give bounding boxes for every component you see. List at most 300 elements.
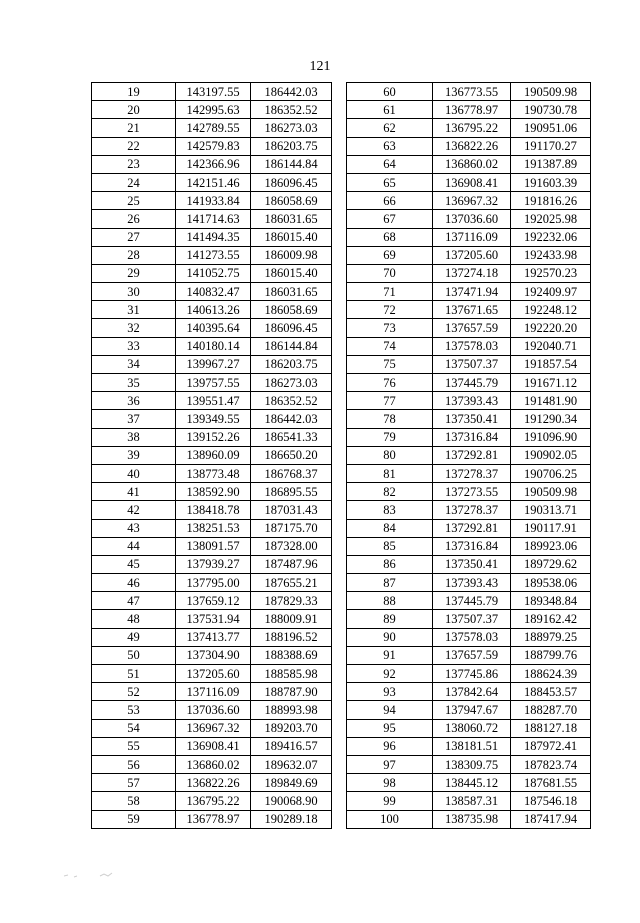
y-coordinate-cell: 189923.06	[511, 537, 591, 555]
y-coordinate-cell: 192232.06	[511, 228, 591, 246]
table-row-left	[92, 192, 332, 210]
x-coordinate-cell: 138773.48	[176, 464, 251, 482]
y-coordinate-cell: 186031.65	[251, 283, 332, 301]
table-row-right	[347, 519, 591, 537]
y-coordinate-cell: 189162.42	[511, 610, 591, 628]
table-row-right	[347, 428, 591, 446]
x-coordinate-cell: 137578.03	[433, 337, 511, 355]
x-coordinate-cell: 139349.55	[176, 410, 251, 428]
x-coordinate-cell: 137278.37	[433, 464, 511, 482]
point-number-cell: 37	[92, 410, 176, 428]
x-coordinate-cell: 142579.83	[176, 137, 251, 155]
y-coordinate-cell: 190951.06	[511, 119, 591, 137]
table-row-right	[347, 264, 591, 282]
y-coordinate-cell: 186768.37	[251, 464, 332, 482]
point-number-cell: 38	[92, 428, 176, 446]
table-row-right	[347, 319, 591, 337]
point-number-cell: 100	[347, 810, 433, 828]
y-coordinate-cell: 190730.78	[511, 101, 591, 119]
y-coordinate-cell: 188196.52	[251, 628, 332, 646]
y-coordinate-cell: 192025.98	[511, 210, 591, 228]
point-number-cell: 46	[92, 574, 176, 592]
x-coordinate-cell: 137413.77	[176, 628, 251, 646]
table-row-right	[347, 101, 591, 119]
table-row-left	[92, 719, 332, 737]
table-row-left	[92, 537, 332, 555]
y-coordinate-cell: 186442.03	[251, 83, 332, 101]
point-number-cell: 23	[92, 155, 176, 173]
table-row-right	[347, 574, 591, 592]
table-row-right	[347, 355, 591, 373]
y-coordinate-cell: 186650.20	[251, 446, 332, 464]
y-coordinate-cell: 189348.84	[511, 592, 591, 610]
point-number-cell: 43	[92, 519, 176, 537]
table-row-right	[347, 537, 591, 555]
y-coordinate-cell: 188799.76	[511, 646, 591, 664]
table-row-right	[347, 173, 591, 191]
table-row-right	[347, 592, 591, 610]
x-coordinate-cell: 137471.94	[433, 283, 511, 301]
table-row-left	[92, 755, 332, 773]
x-coordinate-cell: 138735.98	[433, 810, 511, 828]
x-coordinate-cell: 140395.64	[176, 319, 251, 337]
point-number-cell: 21	[92, 119, 176, 137]
y-coordinate-cell: 186058.69	[251, 192, 332, 210]
y-coordinate-cell: 190509.98	[511, 83, 591, 101]
point-number-cell: 92	[347, 665, 433, 683]
table-row-right	[347, 628, 591, 646]
point-number-cell: 26	[92, 210, 176, 228]
point-number-cell: 83	[347, 501, 433, 519]
x-coordinate-cell: 136860.02	[176, 755, 251, 773]
point-number-cell: 79	[347, 428, 433, 446]
point-number-cell: 19	[92, 83, 176, 101]
point-number-cell: 86	[347, 555, 433, 573]
y-coordinate-cell: 189632.07	[251, 755, 332, 773]
table-row-right	[347, 301, 591, 319]
point-number-cell: 36	[92, 392, 176, 410]
x-coordinate-cell: 140180.14	[176, 337, 251, 355]
point-number-cell: 65	[347, 173, 433, 191]
faint-scan-mark	[62, 868, 132, 880]
x-coordinate-cell: 142366.96	[176, 155, 251, 173]
table-row-left	[92, 410, 332, 428]
point-number-cell: 42	[92, 501, 176, 519]
x-coordinate-cell: 137350.41	[433, 410, 511, 428]
y-coordinate-cell: 190509.98	[511, 483, 591, 501]
table-row-right	[347, 501, 591, 519]
x-coordinate-cell: 138418.78	[176, 501, 251, 519]
y-coordinate-cell: 190289.18	[251, 810, 332, 828]
x-coordinate-cell: 140613.26	[176, 301, 251, 319]
y-coordinate-cell: 186442.03	[251, 410, 332, 428]
table-row-left	[92, 810, 332, 828]
table-row-left	[92, 555, 332, 573]
table-row-left	[92, 374, 332, 392]
table-row-left	[92, 264, 332, 282]
table-row-left	[92, 428, 332, 446]
point-number-cell: 87	[347, 574, 433, 592]
point-number-cell: 30	[92, 283, 176, 301]
point-number-cell: 28	[92, 246, 176, 264]
point-number-cell: 32	[92, 319, 176, 337]
x-coordinate-cell: 138251.53	[176, 519, 251, 537]
table-row-right	[347, 792, 591, 810]
point-number-cell: 97	[347, 755, 433, 773]
y-coordinate-cell: 188287.70	[511, 701, 591, 719]
y-coordinate-cell: 192248.12	[511, 301, 591, 319]
y-coordinate-cell: 191857.54	[511, 355, 591, 373]
table-row-left	[92, 246, 332, 264]
point-number-cell: 93	[347, 683, 433, 701]
table-row-right	[347, 646, 591, 664]
x-coordinate-cell: 137947.67	[433, 701, 511, 719]
x-coordinate-cell: 137445.79	[433, 374, 511, 392]
x-coordinate-cell: 138060.72	[433, 719, 511, 737]
x-coordinate-cell: 140832.47	[176, 283, 251, 301]
x-coordinate-cell: 137304.90	[176, 646, 251, 664]
x-coordinate-cell: 137292.81	[433, 519, 511, 537]
y-coordinate-cell: 187031.43	[251, 501, 332, 519]
x-coordinate-cell: 141714.63	[176, 210, 251, 228]
y-coordinate-cell: 191603.39	[511, 173, 591, 191]
y-coordinate-cell: 187972.41	[511, 737, 591, 755]
table-row-right	[347, 337, 591, 355]
x-coordinate-cell: 136967.32	[176, 719, 251, 737]
x-coordinate-cell: 136822.26	[176, 774, 251, 792]
table-row-left	[92, 283, 332, 301]
x-coordinate-cell: 139967.27	[176, 355, 251, 373]
x-coordinate-cell: 141273.55	[176, 246, 251, 264]
x-coordinate-cell: 138592.90	[176, 483, 251, 501]
table-row-right	[347, 192, 591, 210]
y-coordinate-cell: 186352.52	[251, 392, 332, 410]
table-row-left	[92, 628, 332, 646]
y-coordinate-cell: 191096.90	[511, 428, 591, 446]
y-coordinate-cell: 191481.90	[511, 392, 591, 410]
table-row-left	[92, 319, 332, 337]
x-coordinate-cell: 137578.03	[433, 628, 511, 646]
x-coordinate-cell: 136908.41	[176, 737, 251, 755]
table-row-right	[347, 701, 591, 719]
table-row-left	[92, 83, 332, 101]
table-row-left	[92, 301, 332, 319]
x-coordinate-cell: 142995.63	[176, 101, 251, 119]
table-row-right	[347, 228, 591, 246]
y-coordinate-cell: 187417.94	[511, 810, 591, 828]
x-coordinate-cell: 136860.02	[433, 155, 511, 173]
table-row-right	[347, 719, 591, 737]
point-number-cell: 25	[92, 192, 176, 210]
table-row-left	[92, 355, 332, 373]
point-number-cell: 45	[92, 555, 176, 573]
table-row-right	[347, 737, 591, 755]
y-coordinate-cell: 188388.69	[251, 646, 332, 664]
point-number-cell: 44	[92, 537, 176, 555]
point-number-cell: 80	[347, 446, 433, 464]
y-coordinate-cell: 189849.69	[251, 774, 332, 792]
x-coordinate-cell: 138960.09	[176, 446, 251, 464]
x-coordinate-cell: 138309.75	[433, 755, 511, 773]
x-coordinate-cell: 137350.41	[433, 555, 511, 573]
table-row-left	[92, 592, 332, 610]
y-coordinate-cell: 189416.57	[251, 737, 332, 755]
x-coordinate-cell: 137116.09	[176, 683, 251, 701]
table-row-left	[92, 173, 332, 191]
point-number-cell: 96	[347, 737, 433, 755]
point-number-cell: 33	[92, 337, 176, 355]
x-coordinate-cell: 137316.84	[433, 537, 511, 555]
point-number-cell: 84	[347, 519, 433, 537]
table-row-left	[92, 737, 332, 755]
table-row-left	[92, 683, 332, 701]
table-row-left	[92, 137, 332, 155]
table-row-right	[347, 610, 591, 628]
x-coordinate-cell: 137657.59	[433, 319, 511, 337]
point-number-cell: 52	[92, 683, 176, 701]
x-coordinate-cell: 138091.57	[176, 537, 251, 555]
table-row-right	[347, 755, 591, 773]
table-row-left	[92, 792, 332, 810]
table-row-right	[347, 392, 591, 410]
y-coordinate-cell: 188624.39	[511, 665, 591, 683]
point-number-cell: 90	[347, 628, 433, 646]
table-row-left	[92, 337, 332, 355]
y-coordinate-cell: 189729.62	[511, 555, 591, 573]
point-number-cell: 56	[92, 755, 176, 773]
x-coordinate-cell: 136795.22	[176, 792, 251, 810]
point-number-cell: 58	[92, 792, 176, 810]
point-number-cell: 70	[347, 264, 433, 282]
point-number-cell: 41	[92, 483, 176, 501]
point-number-cell: 88	[347, 592, 433, 610]
y-coordinate-cell: 186203.75	[251, 137, 332, 155]
point-number-cell: 60	[347, 83, 433, 101]
x-coordinate-cell: 136773.55	[433, 83, 511, 101]
table-row-left	[92, 155, 332, 173]
y-coordinate-cell: 186144.84	[251, 155, 332, 173]
table-row-right	[347, 464, 591, 482]
x-coordinate-cell: 136778.97	[176, 810, 251, 828]
x-coordinate-cell: 137445.79	[433, 592, 511, 610]
x-coordinate-cell: 137205.60	[433, 246, 511, 264]
table-row-left	[92, 701, 332, 719]
y-coordinate-cell: 186352.52	[251, 101, 332, 119]
table-row-right	[347, 446, 591, 464]
table-row-right	[347, 774, 591, 792]
y-coordinate-cell: 187175.70	[251, 519, 332, 537]
point-number-cell: 22	[92, 137, 176, 155]
point-number-cell: 29	[92, 264, 176, 282]
x-coordinate-cell: 136795.22	[433, 119, 511, 137]
y-coordinate-cell: 192570.23	[511, 264, 591, 282]
table-row-right	[347, 83, 591, 101]
y-coordinate-cell: 187823.74	[511, 755, 591, 773]
x-coordinate-cell: 138181.51	[433, 737, 511, 755]
y-coordinate-cell: 190706.25	[511, 464, 591, 482]
point-number-cell: 48	[92, 610, 176, 628]
point-number-cell: 73	[347, 319, 433, 337]
y-coordinate-cell: 188127.18	[511, 719, 591, 737]
x-coordinate-cell: 139757.55	[176, 374, 251, 392]
point-number-cell: 66	[347, 192, 433, 210]
table-row-right	[347, 665, 591, 683]
y-coordinate-cell: 191170.27	[511, 137, 591, 155]
point-number-cell: 47	[92, 592, 176, 610]
table-row-right	[347, 246, 591, 264]
x-coordinate-cell: 139152.26	[176, 428, 251, 446]
point-number-cell: 49	[92, 628, 176, 646]
point-number-cell: 54	[92, 719, 176, 737]
point-number-cell: 89	[347, 610, 433, 628]
table-row-left	[92, 774, 332, 792]
x-coordinate-cell: 137657.59	[433, 646, 511, 664]
y-coordinate-cell: 186203.75	[251, 355, 332, 373]
coordinate-table-left-body	[92, 83, 332, 829]
point-number-cell: 62	[347, 119, 433, 137]
y-coordinate-cell: 188585.98	[251, 665, 332, 683]
point-number-cell: 63	[347, 137, 433, 155]
x-coordinate-cell: 141933.84	[176, 192, 251, 210]
point-number-cell: 94	[347, 701, 433, 719]
y-coordinate-cell: 189538.06	[511, 574, 591, 592]
y-coordinate-cell: 186273.03	[251, 119, 332, 137]
table-row-left	[92, 464, 332, 482]
point-number-cell: 34	[92, 355, 176, 373]
coordinate-table-left	[91, 82, 332, 829]
y-coordinate-cell: 188979.25	[511, 628, 591, 646]
x-coordinate-cell: 137842.64	[433, 683, 511, 701]
table-row-left	[92, 101, 332, 119]
x-coordinate-cell: 142789.55	[176, 119, 251, 137]
point-number-cell: 85	[347, 537, 433, 555]
y-coordinate-cell: 191290.34	[511, 410, 591, 428]
y-coordinate-cell: 187655.21	[251, 574, 332, 592]
table-row-left	[92, 646, 332, 664]
point-number-cell: 74	[347, 337, 433, 355]
table-row-left	[92, 519, 332, 537]
y-coordinate-cell: 187546.18	[511, 792, 591, 810]
point-number-cell: 67	[347, 210, 433, 228]
y-coordinate-cell: 186015.40	[251, 264, 332, 282]
y-coordinate-cell: 190313.71	[511, 501, 591, 519]
x-coordinate-cell: 137036.60	[433, 210, 511, 228]
y-coordinate-cell: 191387.89	[511, 155, 591, 173]
point-number-cell: 68	[347, 228, 433, 246]
x-coordinate-cell: 138587.31	[433, 792, 511, 810]
table-row-left	[92, 119, 332, 137]
y-coordinate-cell: 186895.55	[251, 483, 332, 501]
y-coordinate-cell: 188453.57	[511, 683, 591, 701]
point-number-cell: 39	[92, 446, 176, 464]
table-row-left	[92, 392, 332, 410]
table-row-right	[347, 683, 591, 701]
x-coordinate-cell: 137671.65	[433, 301, 511, 319]
table-row-left	[92, 610, 332, 628]
x-coordinate-cell: 137507.37	[433, 355, 511, 373]
x-coordinate-cell: 137393.43	[433, 392, 511, 410]
table-row-right	[347, 810, 591, 828]
point-number-cell: 40	[92, 464, 176, 482]
y-coordinate-cell: 192220.20	[511, 319, 591, 337]
point-number-cell: 27	[92, 228, 176, 246]
point-number-cell: 24	[92, 173, 176, 191]
table-row-right	[347, 137, 591, 155]
table-row-left	[92, 483, 332, 501]
point-number-cell: 71	[347, 283, 433, 301]
y-coordinate-cell: 192040.71	[511, 337, 591, 355]
point-number-cell: 59	[92, 810, 176, 828]
y-coordinate-cell: 187487.96	[251, 555, 332, 573]
y-coordinate-cell: 186096.45	[251, 173, 332, 191]
x-coordinate-cell: 137205.60	[176, 665, 251, 683]
table-row-left	[92, 665, 332, 683]
table-row-right	[347, 155, 591, 173]
table-row-right	[347, 374, 591, 392]
point-number-cell: 95	[347, 719, 433, 737]
y-coordinate-cell: 186144.84	[251, 337, 332, 355]
y-coordinate-cell: 191816.26	[511, 192, 591, 210]
x-coordinate-cell: 137795.00	[176, 574, 251, 592]
table-row-right	[347, 119, 591, 137]
point-number-cell: 78	[347, 410, 433, 428]
x-coordinate-cell: 137393.43	[433, 574, 511, 592]
x-coordinate-cell: 143197.55	[176, 83, 251, 101]
point-number-cell: 69	[347, 246, 433, 264]
x-coordinate-cell: 137745.86	[433, 665, 511, 683]
y-coordinate-cell: 188009.91	[251, 610, 332, 628]
y-coordinate-cell: 190902.05	[511, 446, 591, 464]
y-coordinate-cell: 192409.97	[511, 283, 591, 301]
x-coordinate-cell: 137274.18	[433, 264, 511, 282]
x-coordinate-cell: 137507.37	[433, 610, 511, 628]
point-number-cell: 57	[92, 774, 176, 792]
point-number-cell: 98	[347, 774, 433, 792]
y-coordinate-cell: 186273.03	[251, 374, 332, 392]
point-number-cell: 61	[347, 101, 433, 119]
x-coordinate-cell: 141052.75	[176, 264, 251, 282]
x-coordinate-cell: 137659.12	[176, 592, 251, 610]
point-number-cell: 35	[92, 374, 176, 392]
y-coordinate-cell: 190117.91	[511, 519, 591, 537]
x-coordinate-cell: 139551.47	[176, 392, 251, 410]
x-coordinate-cell: 137273.55	[433, 483, 511, 501]
x-coordinate-cell: 142151.46	[176, 173, 251, 191]
x-coordinate-cell: 137939.27	[176, 555, 251, 573]
table-row-right	[347, 283, 591, 301]
point-number-cell: 50	[92, 646, 176, 664]
table-row-left	[92, 501, 332, 519]
table-row-left	[92, 574, 332, 592]
x-coordinate-cell: 136908.41	[433, 173, 511, 191]
x-coordinate-cell: 136822.26	[433, 137, 511, 155]
table-row-right	[347, 410, 591, 428]
page-number: 121	[309, 59, 331, 74]
point-number-cell: 51	[92, 665, 176, 683]
table-row-right	[347, 483, 591, 501]
y-coordinate-cell: 186541.33	[251, 428, 332, 446]
y-coordinate-cell: 186058.69	[251, 301, 332, 319]
y-coordinate-cell: 189203.70	[251, 719, 332, 737]
point-number-cell: 75	[347, 355, 433, 373]
point-number-cell: 77	[347, 392, 433, 410]
y-coordinate-cell: 187829.33	[251, 592, 332, 610]
y-coordinate-cell: 191671.12	[511, 374, 591, 392]
coordinate-table-right	[346, 82, 591, 829]
point-number-cell: 99	[347, 792, 433, 810]
coordinate-table-right-body	[347, 83, 591, 829]
point-number-cell: 81	[347, 464, 433, 482]
